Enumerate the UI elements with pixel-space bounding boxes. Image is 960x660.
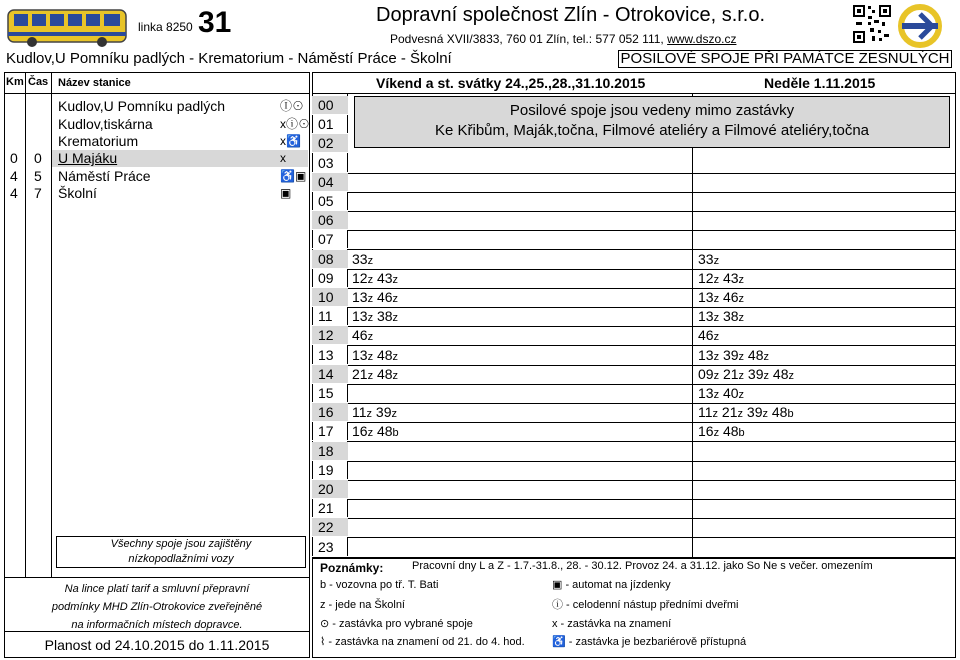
validity-period: Planost od 24.10.2015 do 1.11.2015 (4, 631, 310, 658)
hour-cell: 17 (312, 422, 348, 441)
weekend-departures: 33z (352, 251, 374, 267)
sunday-departures: 11z 21z 39z 48b (698, 404, 794, 420)
hour-cell: 05 (312, 192, 348, 211)
sunday-departures: 16z 48b (698, 423, 745, 439)
sunday-departures: 09z 21z 39z 48z (698, 366, 794, 382)
lowfloor-line: Všechny spoje jsou zajištěny (110, 538, 252, 550)
hour-cell: 09 (312, 269, 348, 288)
stop-time: 0 (34, 150, 42, 166)
row-divider (348, 326, 956, 327)
tarif-line: na informačních místech dopravce. (71, 619, 243, 631)
line-label: linka 8250 (138, 20, 193, 34)
row-divider (348, 345, 956, 346)
note-item: x - zastávka na znamení (552, 618, 672, 630)
hour-cell: 14 (312, 365, 348, 384)
tarif-note (4, 577, 310, 631)
hour-cell: 23 (312, 538, 348, 557)
hour-cell: 19 (312, 461, 348, 480)
km-column (4, 72, 26, 578)
row-divider (348, 249, 956, 250)
sunday-departures: 12z 43z (698, 270, 745, 286)
dszo-logo-icon (896, 4, 944, 48)
tarif-line: Na lince platí tarif a smluvní přepravní (64, 583, 250, 595)
notice-box (354, 96, 950, 148)
weekend-departures: 12z 43z (352, 270, 399, 286)
stops-header-row (4, 72, 310, 94)
row-divider (348, 384, 956, 385)
note-item: b - vozovna po tř. T. Bati (320, 579, 439, 591)
notes-title: Poznámky: (320, 561, 384, 575)
time-column (26, 72, 52, 578)
row-divider (348, 211, 956, 212)
row-divider (348, 288, 956, 289)
stop-flags: x (280, 151, 286, 165)
row-divider (348, 499, 956, 500)
weekend-departures: 13z 38z (352, 308, 399, 324)
hour-cell: 20 (312, 480, 348, 499)
hour-cell: 03 (312, 154, 348, 173)
line-number: 31 (198, 6, 232, 39)
weekend-departures: 11z 39z (352, 404, 398, 420)
hour-cell: 04 (312, 173, 348, 192)
stop-flags: Ⓘ⊙ (280, 99, 305, 113)
stop-name: Krematorium (58, 133, 139, 149)
hour-cell: 12 (312, 326, 348, 345)
stop-name: Školní (58, 185, 97, 201)
notes-info: Pracovní dny L a Z - 1.7.-31.8., 28. - 30.12. Provoz 24. a 31.12. jako So Ne s večer. omezením (412, 560, 873, 572)
weekend-header: Víkend a st. svátky 24.,25.,28.,31.10.2015 (376, 75, 646, 91)
stop-km: 4 (10, 168, 18, 184)
hour-cell: 16 (312, 403, 348, 422)
note-item: ▣ - automat na jízdenky (552, 579, 671, 591)
row-divider (348, 403, 956, 404)
weekend-departures: 13z 46z (352, 289, 399, 305)
hour-cell: 15 (312, 384, 348, 403)
weekend-departures: 13z 48z (352, 347, 399, 363)
stop-name-current: U Majáku (58, 150, 118, 166)
company-name: Dopravní společnost Zlín - Otrokovice, s.r.o. (376, 4, 766, 26)
route-title: Kudlov,U Pomníku padlých - Krematorium - Náměstí Práce - Školní (6, 50, 452, 67)
stop-name: Kudlov,tiskárna (58, 116, 153, 132)
hour-cell: 10 (312, 288, 348, 307)
sunday-departures: 13z 40z (698, 385, 745, 401)
stop-time: 5 (34, 168, 42, 184)
notice-line: Posilové spoje jsou vedeny mimo zastávky (509, 102, 795, 119)
hour-cell: 22 (312, 518, 348, 537)
hour-cell: 06 (312, 211, 348, 230)
qr-code-icon (852, 4, 892, 44)
special-service-badge: POSILOVÉ SPOJE PŘI PAMÁTCE ZESNULÝCH (618, 50, 952, 68)
stop-name-header: Název stanice (58, 77, 131, 89)
hour-cell: 11 (312, 307, 348, 326)
stop-flags: ▣ (280, 186, 292, 200)
tarif-line: podmínky MHD Zlín-Otrokovice zveřejněné (51, 601, 263, 613)
row-divider (348, 192, 956, 193)
hour-cell: 13 (312, 346, 348, 365)
stop-km: 0 (10, 150, 18, 166)
company-address: Podvesná XVII/3833, 760 01 Zlín, tel.: 577 052 111, www.dszo.cz (390, 32, 737, 46)
weekend-departures: 21z 48z (352, 366, 399, 382)
sunday-departures: 13z 46z (698, 289, 745, 305)
sunday-departures: 46z (698, 327, 720, 343)
hour-cell: 00 (312, 96, 348, 115)
weekend-departures: 46z (352, 327, 374, 343)
stop-name: Kudlov,U Pomníku padlých (58, 98, 226, 114)
row-divider (348, 230, 956, 231)
stop-km: 4 (10, 185, 18, 201)
row-divider (348, 422, 956, 423)
row-divider (348, 461, 956, 462)
hour-cell: 07 (312, 230, 348, 249)
note-item: z - jede na Školní (320, 599, 405, 611)
row-divider (348, 307, 956, 308)
notice-line: Ke Křibům, Maják,točna, Filmové ateliéry a Filmové ateliéry,točna (434, 122, 870, 139)
stop-flags: x♿ (280, 134, 301, 148)
row-divider (348, 365, 956, 366)
note-item: ♿ - zastávka je bezbariérově přístupná (552, 636, 747, 648)
hour-cell: 02 (312, 134, 348, 153)
row-divider (348, 441, 956, 442)
bus-illustration (6, 4, 130, 48)
hour-cell: 01 (312, 115, 348, 134)
lowfloor-note (56, 536, 306, 568)
hour-cell: 08 (312, 250, 348, 269)
website-link[interactable]: www.dszo.cz (667, 32, 737, 46)
stop-flags: ♿▣ (280, 169, 307, 183)
sunday-departures: 13z 38z (698, 308, 745, 324)
stop-flags: xⓘ⊙ (280, 117, 311, 131)
time-header: Čas (28, 76, 49, 88)
row-divider (348, 269, 956, 270)
stop-time: 7 (34, 185, 42, 201)
sunday-departures: 33z (698, 251, 720, 267)
note-item: ⌇ - zastávka na znamení od 21. do 4. hod. (320, 636, 525, 648)
row-divider (348, 153, 956, 154)
row-divider (348, 518, 956, 519)
weekend-departures: 16z 48b (352, 423, 399, 439)
stop-name: Náměstí Práce (58, 168, 151, 184)
row-divider (348, 173, 956, 174)
km-header: Km (6, 76, 24, 88)
sunday-header: Neděle 1.11.2015 (764, 75, 876, 91)
hour-cell: 18 (312, 442, 348, 461)
note-item: ⓘ - celodenní nástup předními dveřmi (552, 599, 739, 611)
note-item: ⊙ - zastávka pro vybrané spoje (320, 618, 473, 630)
lowfloor-line: nízkopodlažními vozy (128, 553, 234, 565)
row-divider (348, 480, 956, 481)
row-divider (348, 537, 956, 538)
hour-cell: 21 (312, 499, 348, 518)
sunday-departures: 13z 39z 48z (698, 347, 770, 363)
